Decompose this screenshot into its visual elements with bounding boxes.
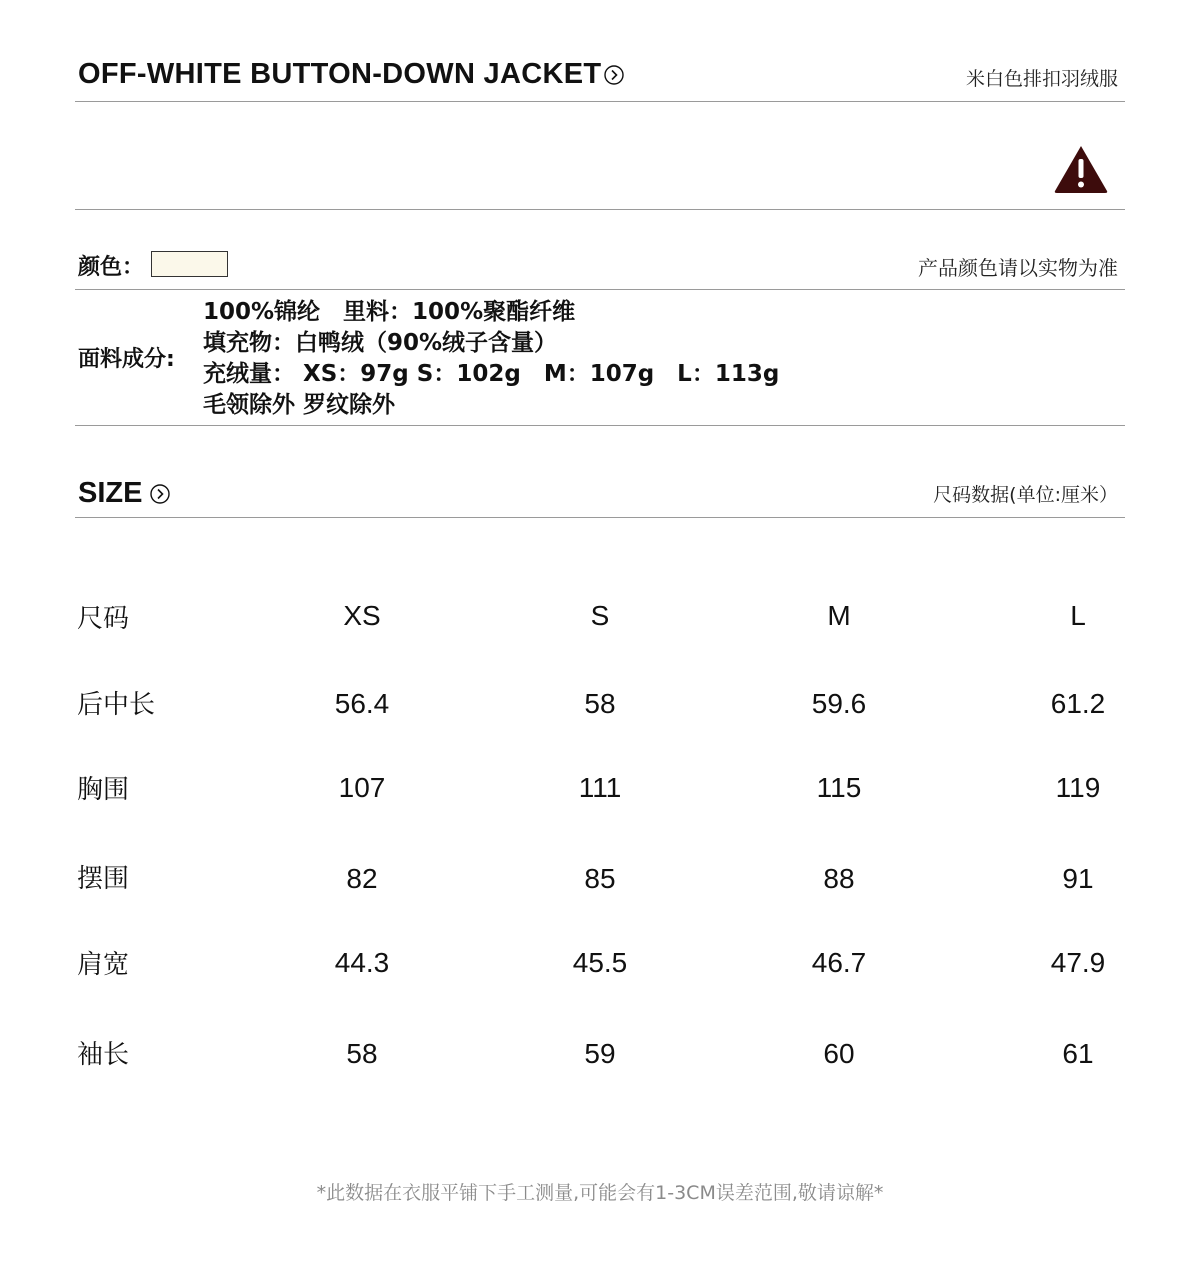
table-cell: 111: [578, 772, 622, 803]
measurement-footnote: *此数据在衣服平铺下手工测量,可能会有1-3CM误差范围,敬请谅解*: [316, 1182, 884, 1204]
divider: [75, 517, 1125, 518]
color-note: 产品颜色请以实物为准: [918, 256, 1118, 280]
table-cell: 45.5: [572, 947, 628, 978]
table-cell: 59: [584, 1038, 616, 1069]
table-cell: 107: [338, 772, 386, 803]
table-cell: 58: [346, 1038, 378, 1069]
fabric-line: 100%锦纶 里料：100%聚酯纤维: [203, 299, 576, 325]
divider: [75, 209, 1125, 210]
divider: [75, 425, 1125, 426]
fabric-line: 填充物：白鸭绒（90%绒子含量）: [203, 330, 558, 356]
table-header-cell: L: [1070, 600, 1086, 631]
title-text: OFF-WHITE BUTTON-DOWN JACKET: [78, 58, 602, 90]
product-subtitle: 米白色排扣羽绒服: [965, 68, 1118, 90]
warning-triangle-icon: [1053, 144, 1109, 194]
table-cell: 88: [823, 863, 855, 894]
size-title-text: SIZE: [78, 477, 143, 509]
size-unit-note: 尺码数据(单位:厘米）: [933, 484, 1118, 506]
table-row-label: 胸围: [77, 775, 130, 805]
color-label: 颜色：: [78, 255, 145, 280]
table-cell: 47.9: [1050, 947, 1106, 978]
size-section-title: [78, 477, 170, 510]
table-header-cell: M: [827, 600, 851, 631]
divider: [75, 289, 1125, 290]
table-cell: 44.3: [334, 947, 390, 978]
chevron-circle-right-icon: [150, 484, 170, 504]
table-row-label: 袖长: [77, 1040, 130, 1070]
page-title: [78, 58, 624, 91]
table-header-label: 尺码: [77, 604, 130, 634]
table-cell: 82: [346, 863, 378, 894]
table-cell: 119: [1055, 772, 1101, 803]
table-cell: 59.6: [811, 688, 867, 719]
table-header-cell: XS: [343, 600, 381, 631]
divider: [75, 101, 1125, 102]
table-cell: 61: [1062, 1038, 1094, 1069]
table-row-label: 后中长: [77, 690, 156, 720]
table-cell: 56.4: [334, 688, 390, 719]
fabric-line: 毛领除外 罗纹除外: [203, 392, 396, 418]
table-cell: 115: [816, 772, 862, 803]
fabric-composition: [203, 297, 779, 421]
table-cell: 46.7: [811, 947, 867, 978]
fabric-line: 充绒量： XS：97g S：102g M：107g L：113g: [203, 361, 780, 387]
table-cell: 60: [823, 1038, 855, 1069]
table-cell: 85: [584, 863, 616, 894]
table-row-label: 摆围: [77, 864, 130, 894]
table-row-label: 肩宽: [77, 950, 130, 980]
color-swatch: [151, 251, 228, 277]
table-header-cell: S: [590, 600, 610, 631]
chevron-circle-right-icon: [604, 65, 624, 85]
table-cell: 58: [584, 688, 616, 719]
table-cell: 91: [1062, 863, 1094, 894]
fabric-label: 面料成分:: [78, 347, 175, 372]
table-cell: 61.2: [1050, 688, 1106, 719]
